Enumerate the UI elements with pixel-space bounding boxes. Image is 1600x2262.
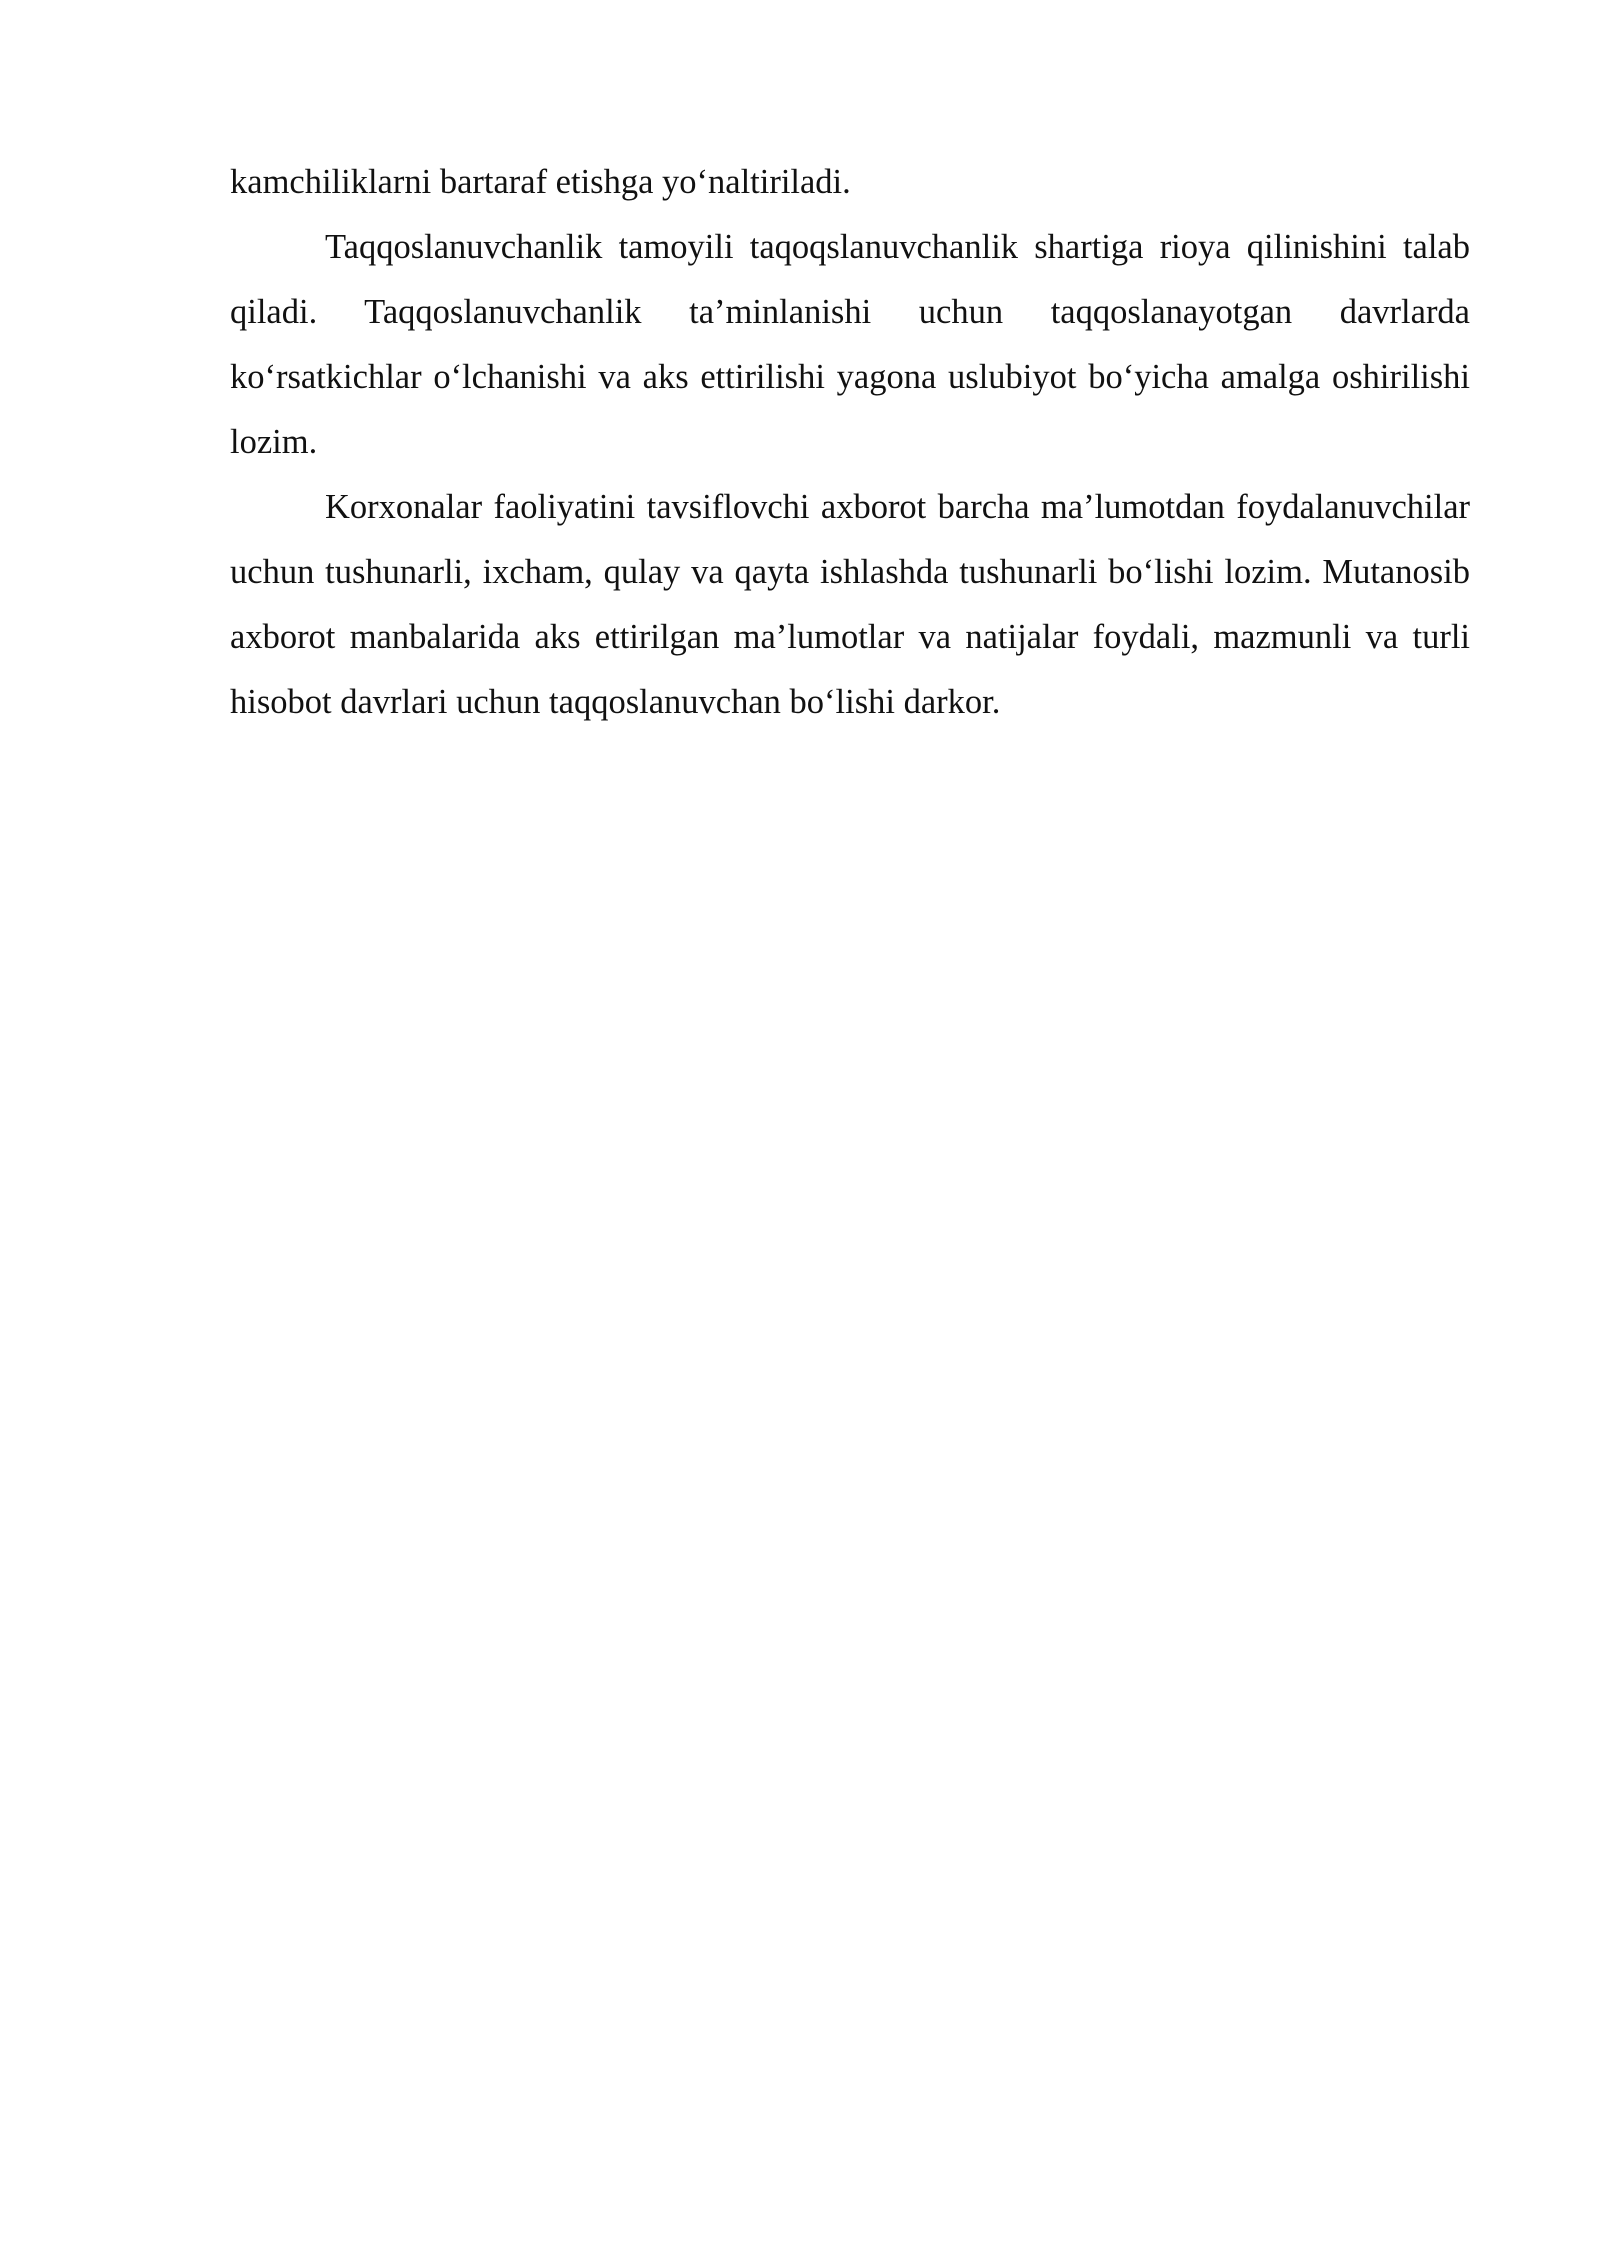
paragraph-comparability-principle: Taqqoslanuvchanlik tamoyili taqoqslanuvchanlik shartiga rioya qilinishini talab qiladi. Taqqoslanuvchanlik ta’minlanishi uchun taqqoslanayotgan davrlarda ko‘rsatkichlar o‘lchanishi va aks ettirilishi yagona uslubiyot bo‘yicha amalga oshirilishi lozim.: [230, 228, 1470, 461]
paragraph-continuation: kamchiliklarni bartaraf etishga yo‘naltiriladi.: [230, 163, 851, 201]
document-body: [230, 150, 1470, 735]
paragraph-information-clarity: Korxonalar faoliyatini tavsiflovchi axborot barcha ma’lumotdan foydalanuvchilar uchun tushunarli, ixcham, qulay va qayta ishlashda tushunarli bo‘lishi lozim. Mutanosib axborot manbalarida aks ettirilgan ma’lumotlar va natijalar foydali, mazmunli va turli hisobot davrlari uchun taqqoslanuvchan bo‘lishi darkor.: [230, 488, 1470, 721]
